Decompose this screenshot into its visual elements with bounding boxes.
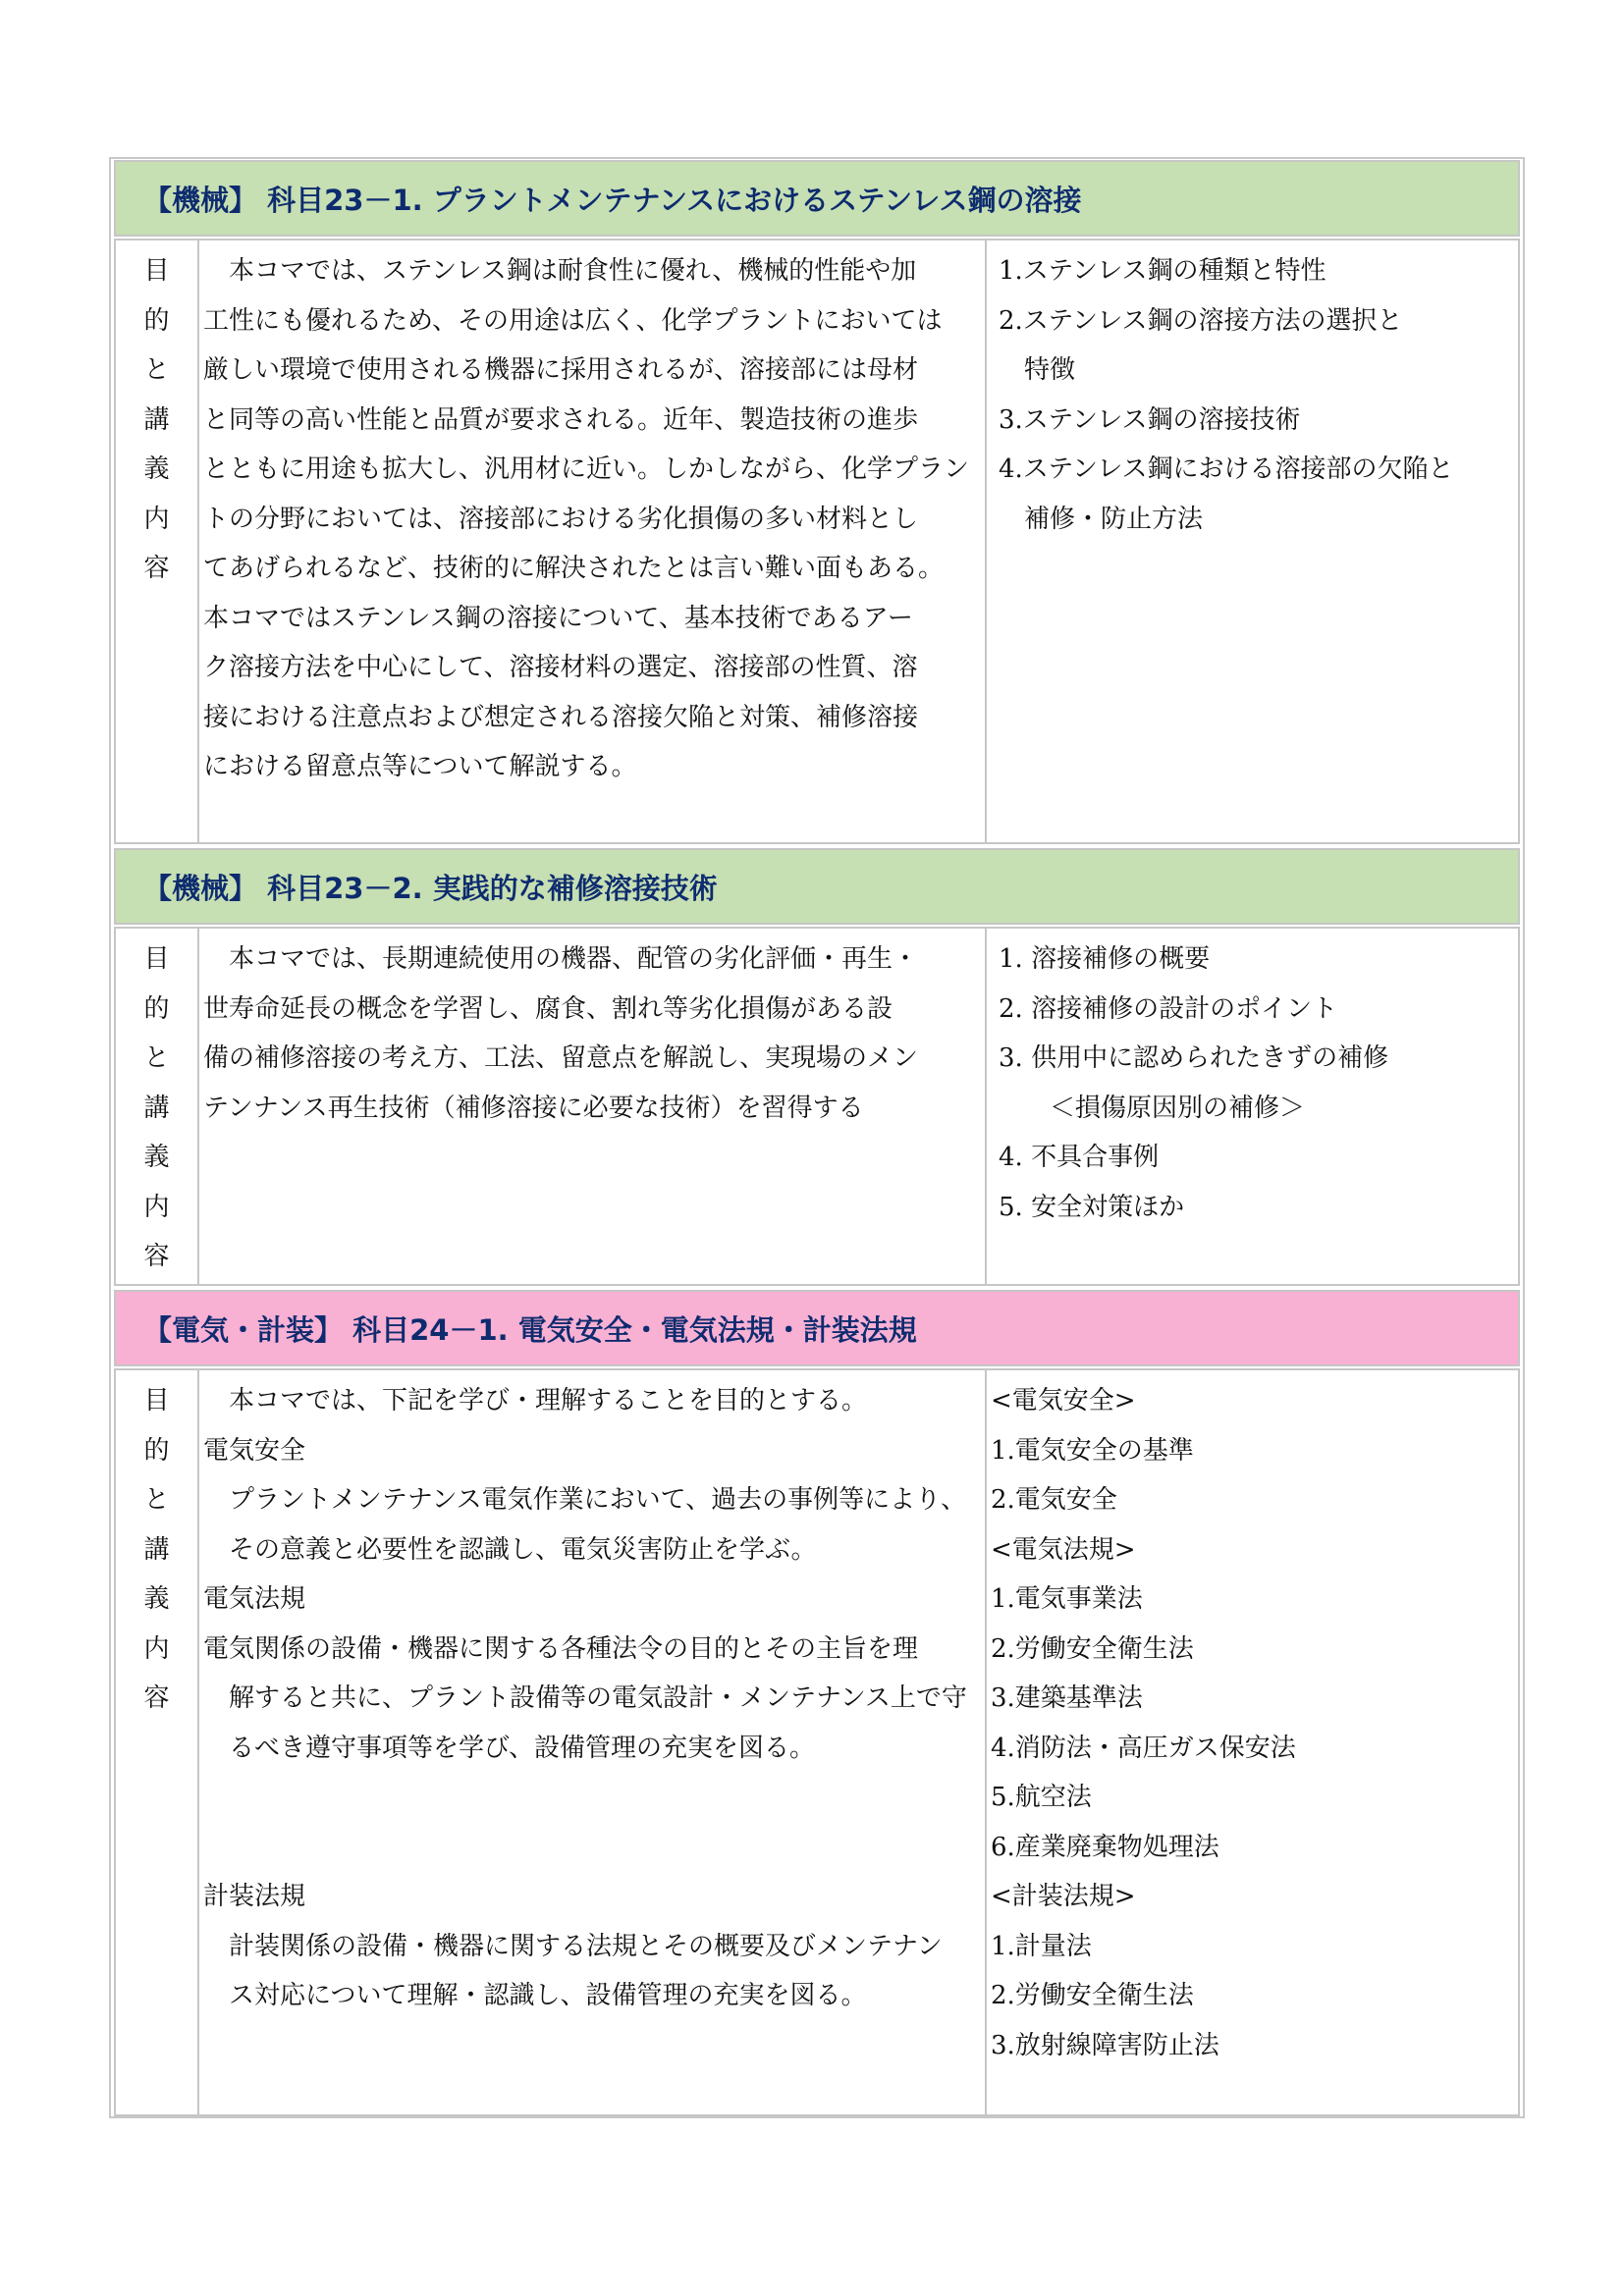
topic-item: 1.計量法: [991, 1931, 1092, 1961]
section-title: 【電気・計装】 科目24－1. 電気安全・電気法規・計装法規: [114, 1290, 1520, 1366]
description-line: その意義と必要性を認識し、電気災害防止を学ぶ。: [203, 1534, 817, 1565]
description-line: 接における注意点および想定される溶接欠陥と対策、補修溶接: [203, 702, 919, 732]
description-line: ク溶接方法を中心にして、溶接材料の選定、溶接部の性質、溶: [203, 653, 918, 682]
description-line: トの分野においては、溶接部における劣化損傷の多い材料とし: [203, 504, 919, 534]
topic-item: ＜損傷原因別の補修＞: [999, 1093, 1306, 1123]
description-line: 本コマではステンレス鋼の溶接について、基本技術であるアー: [203, 603, 913, 633]
topic-item: 2.電気安全: [991, 1485, 1117, 1515]
description: [199, 1370, 987, 2114]
topic-item: 2.労働安全衛生法: [991, 1981, 1194, 2010]
description-line: 厳しい環境で使用される機器に採用されるが、溶接部には母材: [203, 355, 919, 385]
section-body: [114, 239, 1520, 844]
topic-item: 1.電気事業法: [991, 1584, 1143, 1614]
description-line: てあげられるなど、技術的に解決されたとは言い難い面もある。: [203, 554, 945, 583]
topic-item: 4.ステンレス鋼における溶接部の欠陥と: [999, 454, 1454, 484]
topic-list: [987, 240, 1518, 842]
description: [199, 929, 987, 1284]
description-line: における留意点等について解説する。: [203, 752, 637, 781]
topic-item: 3.放射線障害防止法: [991, 2030, 1219, 2060]
description-line: 本コマでは、長期連続使用の機器、配管の劣化評価・再生・: [203, 944, 919, 974]
description-line: 計装関係の設備・機器に関する法規とその概要及びメンテナン: [203, 1931, 943, 1961]
side-label: [116, 1370, 199, 2114]
topic-item: 3.建築基準法: [991, 1683, 1143, 1713]
side-label: [116, 929, 199, 1284]
side-label-char: 容: [143, 554, 170, 583]
description: [199, 240, 987, 842]
topic-item: 5.航空法: [991, 1783, 1092, 1812]
side-label-char: と: [143, 1043, 170, 1073]
description-line: と同等の高い性能と品質が要求される。近年、製造技術の進歩: [203, 404, 919, 435]
side-label-char: 内: [143, 504, 170, 534]
side-label-char: 講: [143, 404, 170, 435]
description-line: ス対応について理解・認識し、設備管理の充実を図る。: [203, 1981, 867, 2010]
side-label-char: と: [143, 355, 170, 385]
topic-item: 5. 安全対策ほか: [999, 1192, 1185, 1222]
description-line: 備の補修溶接の考え方、工法、留意点を解説し、実現場のメン: [203, 1043, 919, 1073]
side-label-char: 容: [143, 1242, 170, 1271]
topic-item: 1.ステンレス鋼の種類と特性: [999, 256, 1326, 286]
topic-item: 3.ステンレス鋼の溶接技術: [999, 404, 1301, 435]
side-label-char: 講: [143, 1534, 170, 1565]
description-line: プラントメンテナンス電気作業において、過去の事例等により、: [203, 1485, 967, 1515]
spacer: [203, 1773, 977, 1872]
topic-item: 1.電気安全の基準: [991, 1435, 1194, 1466]
side-label-char: 義: [143, 1143, 170, 1172]
side-label-char: 義: [143, 454, 170, 484]
side-label-char: 目: [143, 1386, 170, 1415]
section-body: [114, 1368, 1520, 2116]
side-label-char: 的: [143, 993, 170, 1024]
description-line: 電気安全: [203, 1435, 306, 1466]
topic-item: 特徴: [999, 355, 1076, 385]
side-label-char: 内: [143, 1192, 170, 1222]
side-label-char: 内: [143, 1633, 170, 1664]
side-label-char: 的: [143, 1435, 170, 1466]
description-line: 本コマでは、ステンレス鋼は耐食性に優れ、機械的性能や加: [203, 256, 917, 286]
section-title: 【機械】 科目23－2. 実践的な補修溶接技術: [114, 848, 1520, 925]
description-line: 本コマでは、下記を学び・理解することを目的とする。: [203, 1386, 868, 1415]
topic-item: 2.ステンレス鋼の溶接方法の選択と: [999, 305, 1403, 336]
description-line: とともに用途も拡大し、汎用材に近い。しかしながら、化学プラン: [203, 454, 970, 484]
topic-item: 6.産業廃棄物処理法: [991, 1832, 1219, 1862]
topic-item: 4. 不具合事例: [999, 1143, 1160, 1172]
description-line: 工性にも優れるため、その用途は広く、化学プラントにおいては: [203, 305, 943, 336]
side-label-char: と: [143, 1485, 170, 1515]
description-line: 電気法規: [203, 1584, 306, 1614]
topic-item: <電気安全>: [991, 1386, 1136, 1415]
topic-item: 2. 溶接補修の設計のポイント: [999, 993, 1338, 1024]
description-line: るべき遵守事項等を学び、設備管理の充実を図る。: [203, 1733, 815, 1763]
topic-item: 2.労働安全衛生法: [991, 1633, 1194, 1664]
description-line: 計装法規: [203, 1882, 306, 1911]
section-title: 【機械】 科目23－1. プラントメンテナンスにおけるステンレス鋼の溶接: [114, 160, 1520, 237]
topic-item: 4.消防法・高圧ガス保安法: [991, 1733, 1296, 1763]
topic-item: <電気法規>: [991, 1534, 1136, 1565]
side-label-char: 的: [143, 305, 170, 336]
topic-list: [987, 1370, 1518, 2114]
side-label-char: 講: [143, 1093, 170, 1123]
section-body: [114, 927, 1520, 1286]
description-line: 世寿命延長の概念を学習し、腐食、割れ等劣化損傷がある設: [203, 993, 893, 1024]
side-label-char: 容: [143, 1683, 170, 1713]
description-line: 電気関係の設備・機器に関する各種法令の目的とその主旨を理: [203, 1633, 919, 1664]
side-label-char: 目: [143, 256, 170, 286]
topic-list: [987, 929, 1518, 1284]
side-label-char: 目: [143, 944, 170, 974]
topic-item: <計装法規>: [991, 1882, 1136, 1911]
side-label-char: 義: [143, 1584, 170, 1614]
side-label: [116, 240, 199, 842]
topic-item: 1. 溶接補修の概要: [999, 944, 1211, 974]
topic-item: 3. 供用中に認められたきずの補修: [999, 1043, 1389, 1073]
topic-item: 補修・防止方法: [999, 504, 1204, 534]
description-line: テンナンス再生技術（補修溶接に必要な技術）を習得する: [203, 1093, 864, 1123]
description-line: 解すると共に、プラント設備等の電気設計・メンテナンス上で守: [203, 1683, 967, 1713]
